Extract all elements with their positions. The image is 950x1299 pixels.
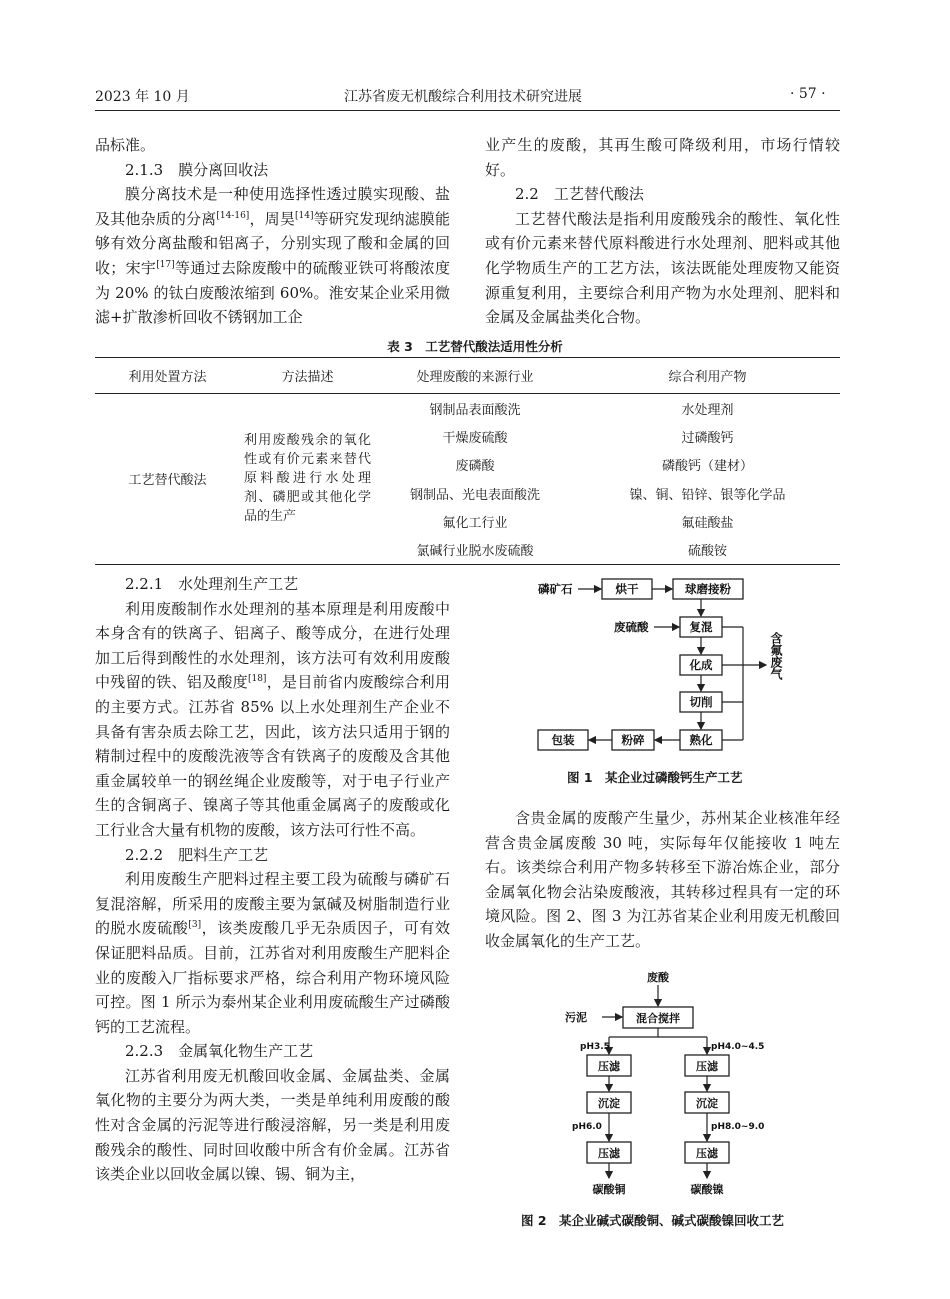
page-number: · 57 · (790, 86, 826, 102)
label-mix: 混合搅拌 (636, 1012, 680, 1025)
label-dry: 烘干 (615, 582, 639, 596)
label-filter: 压滤 (598, 1147, 620, 1160)
table-3 (95, 357, 840, 565)
right-column-top (485, 133, 840, 330)
table-caption: 表 3 工艺替代酸法适用性分析 (387, 339, 563, 354)
section-heading-2-2: 2.2 工艺替代酸法 (515, 185, 644, 204)
label-ballmill: 球磨接粉 (685, 582, 731, 596)
table-header: 综合利用产物 (575, 358, 840, 394)
table-header: 利用处置方法 (95, 358, 240, 394)
label-mix: 复混 (689, 620, 713, 634)
label-filter: 压滤 (696, 1147, 718, 1160)
label-ph-right-1: pH4.0~4.5 (711, 1042, 765, 1052)
citation[interactable]: [14-16] (216, 210, 250, 221)
left-column-bottom (95, 572, 450, 1187)
label-product-nickel: 碳酸镍 (690, 1183, 724, 1196)
label-pack: 包装 (551, 733, 575, 747)
table-row (95, 394, 840, 423)
label-ph-left-1: pH3.5 (580, 1042, 610, 1052)
figure-1-flowchart (530, 570, 810, 795)
left-column-top (95, 133, 450, 330)
header-rule (95, 110, 840, 111)
citation[interactable]: [18] (247, 674, 267, 685)
label-waste-acid: 废酸 (647, 971, 669, 984)
label-ph-right-2: pH8.0~9.0 (711, 1122, 765, 1132)
product-cell: 磷酸钙（建材） (661, 459, 753, 475)
paragraph: 业产生的废酸，其再生酸可降级利用，市场行情较好。 (485, 136, 840, 179)
figure-1-caption: 图 1 某企业过磷酸钙生产工艺 (567, 770, 743, 785)
label-fluorine-gas: 含氟废气 (769, 632, 783, 680)
label-sludge: 污泥 (565, 1011, 587, 1024)
method-cell: 工艺替代酸法 (95, 394, 240, 565)
table-header: 方法描述 (240, 358, 375, 394)
label-cure: 熟化 (689, 733, 713, 747)
label-waste-sulfuric: 废硫酸 (614, 620, 649, 634)
label-cut: 切削 (689, 695, 713, 709)
citation[interactable]: [14] (294, 210, 314, 221)
section-heading-2-2-1: 2.2.1 水处理剂生产工艺 (125, 575, 299, 593)
table-header: 处理废酸的来源行业 (375, 358, 575, 394)
source-cell: 废磷酸 (455, 459, 495, 475)
section-heading-2-2-2: 2.2.2 肥料生产工艺 (125, 845, 269, 864)
product-cell: 镍、铜、铅锌、银等化学品 (629, 487, 786, 503)
section-heading-2-2-3: 2.2.3 金属氧化物生产工艺 (125, 1042, 314, 1061)
product-cell: 氟硅酸盐 (681, 515, 734, 531)
description-cell: 利用废酸残余的氧化性或有价元素来替代原料酸进行水处理剂、磷肥或其他化学品的生产 (240, 394, 375, 565)
label-product-copper: 碳酸铜 (592, 1183, 626, 1196)
running-title: 江苏省废无机酸综合利用技术研究进展 (344, 89, 582, 105)
label-settle: 沉淀 (598, 1097, 620, 1110)
source-cell: 钢制品、光电表面酸洗 (409, 487, 540, 503)
source-cell: 氯碱行业脱水废硫酸 (375, 535, 575, 564)
paragraph-2-2-2: 利用废酸生产肥料过程主要工段为硫酸与磷矿石复混溶解，所采用的废酸主要为氯碱及树脂制造行业的脱水废硫酸[3]，该类废酸几乎无杂质因子，可有效保证肥料品质。目前，江苏省对利用废酸生产肥料企业的废酸入厂指标要求严格，综合利用产物环境风险可控。图 1 所示为泰州某企业利用废硫酸生产过磷酸钙的工艺流程。 (95, 870, 450, 1036)
right-column-bottom (485, 806, 840, 954)
figure-2-caption: 图 2 某企业碱式碳酸铜、碱式碳酸镍回收工艺 (521, 1213, 785, 1228)
label-filter: 压滤 (598, 1060, 620, 1073)
citation[interactable]: [17] (156, 259, 175, 270)
product-cell: 水处理剂 (681, 402, 734, 418)
paragraph-2-2-1: 利用废酸制作水处理剂的基本原理是利用废酸中本身含有的铁离子、铝离子、酸等成分，在进行处理加工后得到酸性的水处理剂，该方法可有效利用废酸中残留的铁、铝及酸度[18]，是目前省内废酸综合利用的主要方式。江苏省 85% 以上水处理剂生产企业不具备有害杂质去除工艺，因此，该方法只适用于钢的精制过程中的废酸洗液等含有铁离子的废酸及含其他重金属较单一的钢丝绳企业废酸等，对于电子行业产生的含铜离子、镍离子等其他重金属离子的废酸或化工行业含大量有机物的废酸，该方法可行性不高。 (95, 599, 450, 839)
label-filter: 压滤 (696, 1060, 718, 1073)
figure-2-flowchart (560, 965, 800, 1200)
source-cell: 钢制品表面酸洗 (429, 402, 521, 418)
source-cell: 氟化工行业 (442, 515, 508, 531)
paragraph-membrane: 膜分离技术是一种使用选择性透过膜实现酸、盐及其他杂质的分离[14-16]，周昊[14]等研究发现纳滤膜能够有效分离盐酸和铝离子，分别实现了酸和金属的回收；宋宇[17]等通过去除废酸中的硫酸亚铁可将酸浓度为 20% 的钛白废酸浓缩到 60%。淮安某企业采用微滤+扩散渗析回收不锈钢加工企 (95, 185, 450, 327)
label-ph-left-2: pH6.0 (572, 1122, 602, 1132)
product-cell: 过磷酸钙 (681, 430, 734, 446)
label-phosphate-rock: 磷矿石 (538, 582, 573, 596)
label-form: 化成 (689, 658, 713, 672)
paragraph-2-2-3: 江苏省利用废无机酸回收金属、金属盐类、金属氧化物的主要分为两大类，一类是单纯利用废酸的酸性对含金属的污泥等进行酸浸溶解，另一类是利用废酸残余的酸性、同时回收酸中所含有价金属。江苏省该类企业以回收金属以镍、锡、铜为主， (95, 1066, 450, 1184)
source-cell: 干燥废硫酸 (442, 430, 508, 446)
citation[interactable]: [3] (188, 920, 202, 931)
label-crush: 粉碎 (621, 733, 645, 747)
label-settle: 沉淀 (696, 1097, 718, 1110)
section-heading-2-1-3: 2.1.3 膜分离回收法 (125, 160, 269, 179)
running-date: 2023 年 10 月 (95, 89, 190, 105)
paragraph-2-2: 工艺替代酸法是指利用废酸残余的酸性、氧化性或有价元素来替代原料酸进行水处理剂、肥料或其他化学物质生产的工艺方法，该法既能处理废物又能资源重复利用，主要综合利用产物为水处理剂、肥料和金属及金属盐类化合物。 (485, 209, 840, 327)
paragraph: 含贵金属的废酸产生量少，苏州某企业核准年经营含贵金属废酸 30 吨，实际每年仅能接收 1 吨左右。该类综合利用产物多转移至下游冶炼企业，部分金属氧化物会沾染废酸液，其转移过程具有一定的环境风险。图 2、图 3 为江苏省某企业利用废无机酸回收金属氧化的生产工艺。 (485, 809, 840, 950)
product-cell: 硫酸铵 (575, 535, 840, 564)
paragraph: 品标准。 (95, 136, 156, 154)
